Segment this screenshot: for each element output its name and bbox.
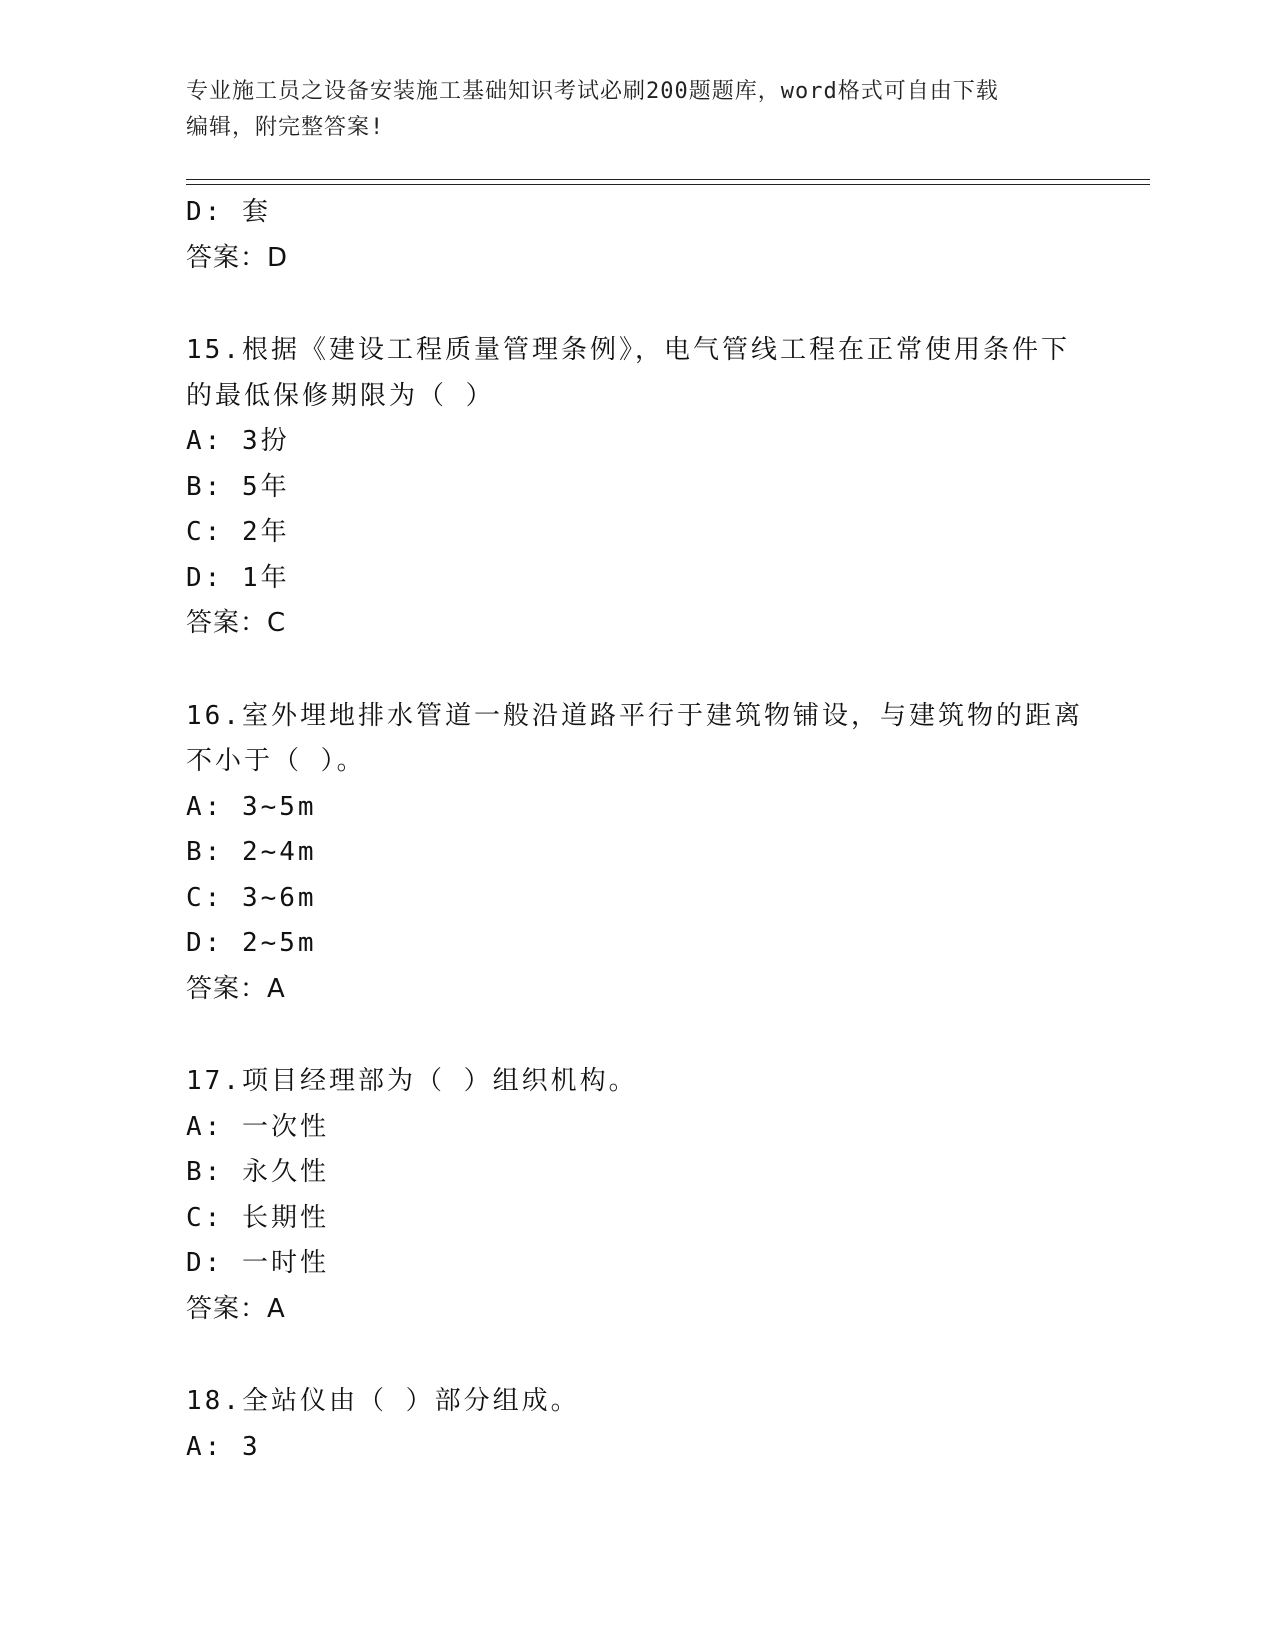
header-line-2: 编辑，附完整答案! bbox=[186, 115, 385, 140]
question-text: 17.项目经理部为（ ）组织机构。 bbox=[186, 1066, 638, 1096]
option-a: A: 3 bbox=[186, 1431, 261, 1462]
answer-line: 答案：A bbox=[186, 973, 286, 1004]
question-text: 16.室外埋地排水管道一般沿道路平行于建筑物铺设，与建筑物的距离 bbox=[186, 700, 1083, 731]
question-text: 15.根据《建设工程质量管理条例》，电气管线工程在正常使用条件下 bbox=[186, 335, 1070, 365]
option-c: C: 3~6m bbox=[186, 882, 317, 913]
header-divider-bottom bbox=[186, 184, 1150, 185]
option-d: D: 一时性 bbox=[186, 1248, 329, 1278]
answer-line: 答案：D bbox=[186, 242, 289, 273]
option-a: A: 一次性 bbox=[186, 1111, 329, 1142]
previous-question-tail bbox=[186, 190, 1086, 281]
question-text-cont: 不小于（ ）。 bbox=[186, 746, 366, 776]
option-b: B: 5年 bbox=[186, 471, 290, 502]
option-c: C: 2年 bbox=[186, 517, 290, 547]
option-a: A: 3~5m bbox=[186, 791, 317, 822]
question-list bbox=[186, 190, 1086, 1470]
question-18 bbox=[186, 1379, 1086, 1470]
header-line-1: 专业施工员之设备安装施工基础知识考试必刷200题题库，word格式可自由下载 bbox=[186, 79, 999, 104]
answer-line: 答案：C bbox=[186, 608, 287, 638]
question-text-cont: 的最低保修期限为（ ） bbox=[186, 380, 495, 411]
answer-line: 答案：A bbox=[186, 1293, 286, 1324]
question-16 bbox=[186, 694, 1086, 1013]
option-b: B: 永久性 bbox=[186, 1157, 329, 1187]
option-b: B: 2~4m bbox=[186, 837, 317, 867]
document-header bbox=[186, 74, 1066, 146]
question-text: 18.全站仪由（ ）部分组成。 bbox=[186, 1386, 580, 1416]
option-d: D: 2~5m bbox=[186, 928, 317, 958]
question-15 bbox=[186, 328, 1086, 647]
option-a: A: 3扮 bbox=[186, 426, 290, 456]
option-d: D: 套 bbox=[186, 197, 271, 227]
option-d: D: 1年 bbox=[186, 562, 290, 593]
option-c: C: 长期性 bbox=[186, 1202, 329, 1233]
header-divider-top bbox=[186, 179, 1150, 180]
question-17 bbox=[186, 1059, 1086, 1332]
